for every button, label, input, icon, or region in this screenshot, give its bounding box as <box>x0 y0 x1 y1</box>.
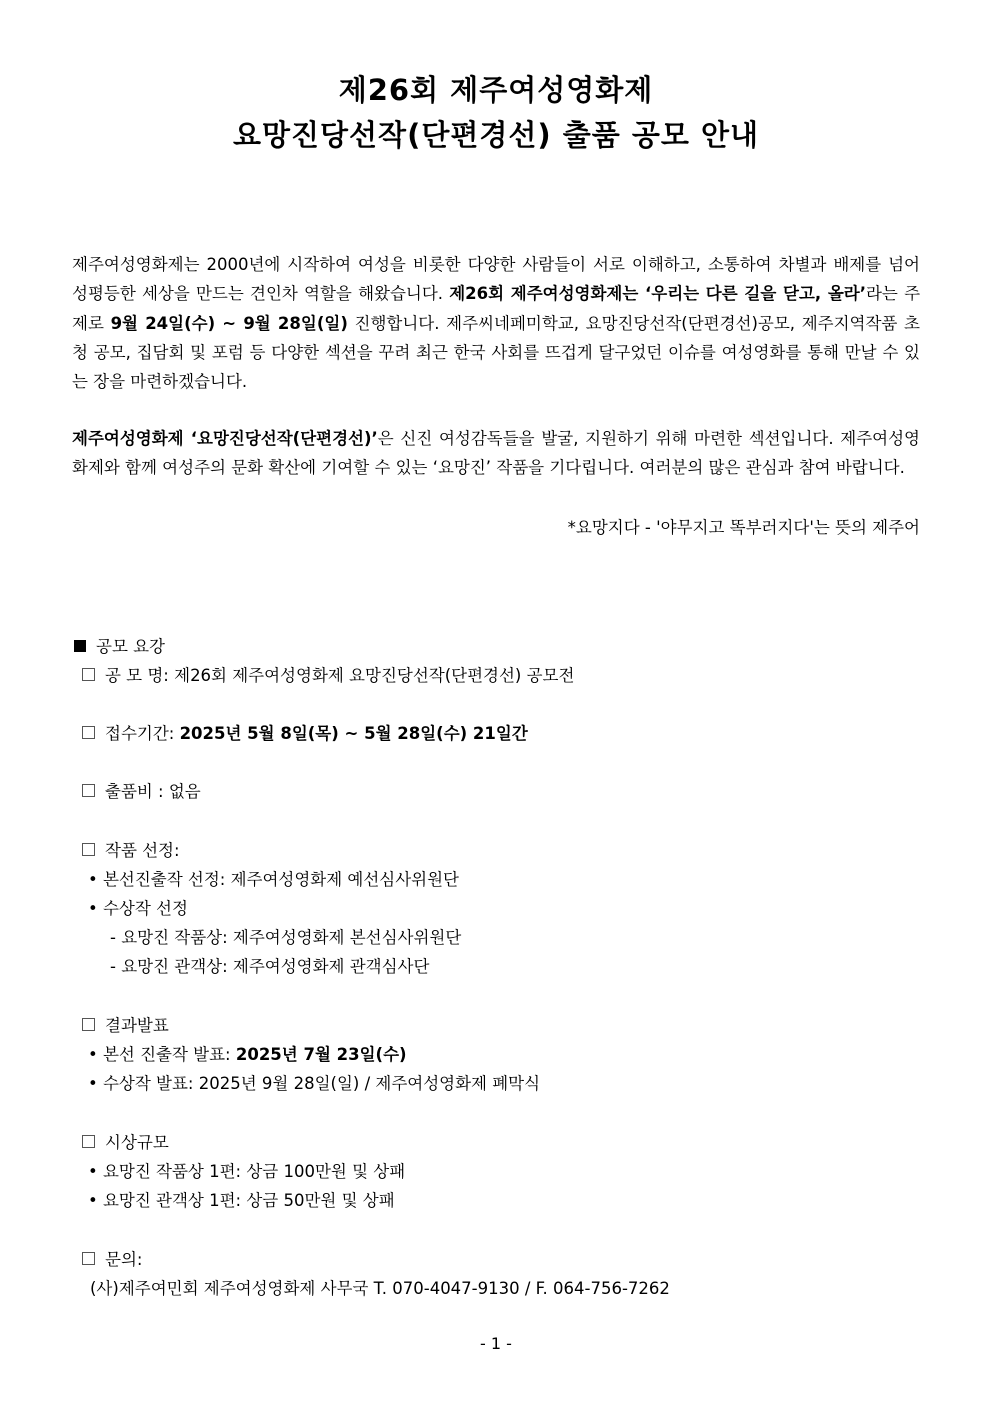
intro-text: 은 신진 여성감독들을 발굴, 지원하기 위해 마련한 섹션입니다. 제주여성영화제와 함께 여성주의 문화 확산에 기여할 수 있는 ‘요망진’ 작품을 기다립니다. 여러분의 많은 관심과 참여 바랍니다. <box>72 429 920 478</box>
checkbox-square-icon <box>82 668 95 681</box>
document-subtitle: 요망진당선작(단편경선) 출품 공모 안내 <box>232 118 760 152</box>
intro-theme: 제26회 제주여성영화제는 ‘우리는 다른 길을 닫고, 올라’ <box>449 284 866 304</box>
intro-dates: 9월 24일(수) ~ 9월 28일(일) <box>110 313 348 333</box>
item-value: 제26회 제주여성영화제 요망진당선작(단편경선) 공모전 <box>174 666 575 685</box>
item-selection <box>82 836 180 865</box>
intro-text: 라는 주제로 <box>72 284 921 333</box>
list-item: • 수상작 선정 <box>88 899 188 918</box>
checkbox-square-icon <box>82 1252 95 1265</box>
intro-text: 진행합니다. 제주씨네페미학교, 요망진당선작(단편경선)공모, 제주지역작품 초청 공모, 집담회 및 포럼 등 다양한 섹션을 꾸려 최근 한국 사회를 뜨겁게 달구었던 이슈를 여성영화를 통해 만날 수 있는 장을 마련하겠습니다. <box>72 313 920 392</box>
checkbox-square-icon <box>82 1018 95 1031</box>
item-text: 작품 선정: <box>105 841 180 860</box>
item-text: 문의: <box>105 1250 143 1269</box>
checkbox-square-icon <box>82 726 95 739</box>
list-subitem: - 요망진 관객상: 제주여성영화제 관객심사단 <box>110 957 430 976</box>
document-title: 제26회 제주여성영화제 <box>338 73 654 107</box>
list-item: • 본선진출작 선정: 제주여성영화제 예선심사위원단 <box>88 870 459 889</box>
item-result <box>82 1011 169 1040</box>
item-value: 2025년 7월 23일(수) <box>235 1045 407 1064</box>
intro-paragraph-1 <box>72 250 920 396</box>
item-period <box>82 719 528 748</box>
item-text: 시상규모 <box>105 1133 169 1152</box>
item-award <box>82 1128 169 1157</box>
contact-info: (사)제주여민회 제주여성영화제 사무국 T. 070-4047-9130 / F. 064-756-7262 <box>90 1279 670 1298</box>
item-name <box>82 661 574 690</box>
guide-heading-text: 공모 요강 <box>96 637 166 656</box>
item-label: • 본선 진출작 발표: <box>88 1045 236 1064</box>
item-label: 공 모 명: <box>105 666 175 685</box>
list-item: • 요망진 작품상 1편: 상금 100만원 및 상패 <box>88 1162 406 1181</box>
intro-paragraph-2 <box>72 424 920 483</box>
list-item: • 요망진 관객상 1편: 상금 50만원 및 상패 <box>88 1191 395 1210</box>
item-text: 출품비 : 없음 <box>105 782 201 801</box>
item-text: 결과발표 <box>105 1016 169 1035</box>
item-value: 2025년 5월 8일(목) ~ 5월 28일(수) 21일간 <box>179 724 528 743</box>
guide-heading <box>74 632 165 661</box>
item-fee <box>82 777 201 806</box>
checkbox-square-icon <box>82 784 95 797</box>
footnote: *요망지다 - '야무지고 똑부러지다'는 뜻의 제주어 <box>567 518 920 537</box>
section-name: 제주여성영화제 ‘요망진당선작(단편경선)’ <box>72 429 378 448</box>
page-number: - 1 - <box>480 1334 512 1353</box>
item-contact <box>82 1245 142 1274</box>
list-subitem: - 요망진 작품상: 제주여성영화제 본선심사위원단 <box>110 928 462 947</box>
list-item: • 수상작 발표: 2025년 9월 28일(일) / 제주여성영화제 폐막식 <box>88 1074 541 1093</box>
intro-text: 제주여성영화제는 2000년에 시작하여 여성을 비롯한 다양한 사람들이 서로 이해하고, 소통하여 차별과 배제를 넘어 성평등한 세상을 만드는 견인차 역할을 해왔습니다. <box>72 255 920 304</box>
black-square-icon <box>74 640 86 652</box>
checkbox-square-icon <box>82 1135 95 1148</box>
item-label: 접수기간: <box>105 724 180 743</box>
checkbox-square-icon <box>82 843 95 856</box>
list-item <box>88 1040 407 1069</box>
